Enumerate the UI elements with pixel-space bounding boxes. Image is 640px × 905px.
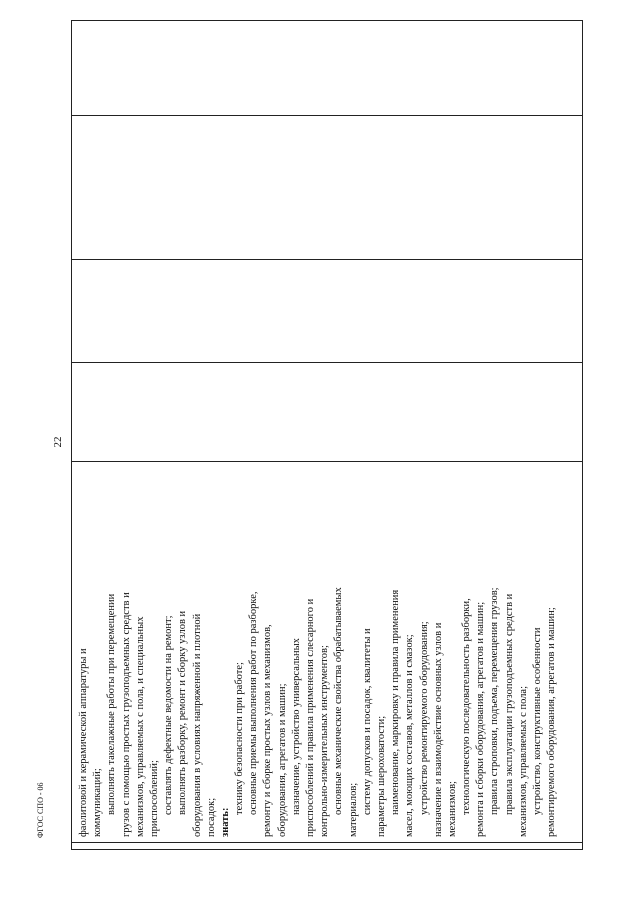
text-line: фаолитовой и керамической аппаратуры и	[78, 648, 89, 837]
footer-label: ФГОС СПО - 06	[36, 782, 45, 838]
competency-table	[71, 20, 583, 850]
text-line: приспособлений и правила применения слесарного и	[305, 598, 316, 837]
text-line: коммуникаций;	[92, 768, 104, 837]
text-line: назначение и взаимодействие основных узлов и	[432, 622, 444, 837]
text-line: наименование, маркировку и правила применения	[390, 589, 402, 815]
text-line: правила эксплуатации грузоподъемных средств и	[503, 593, 515, 815]
text-line: приспособлений;	[148, 760, 160, 837]
table-cell-blank	[72, 842, 582, 849]
text-line: правила строповки, подъема, перемещения грузов;	[489, 587, 501, 815]
text-line: знать:	[219, 807, 231, 837]
text-line: механизмов, управляемых с пола, и специальных	[134, 616, 146, 837]
text-line: механизмов, управляемых с пола;	[517, 685, 529, 837]
text-line: оборудования, агрегатов и машин;	[276, 683, 288, 837]
page-number: 22	[52, 436, 64, 448]
text-line: составлять дефектные ведомости на ремонт;	[163, 615, 175, 815]
table-row	[71, 20, 583, 850]
text-line: ремонту и сборке простых узлов и механизмов,	[262, 624, 274, 837]
text-line: технику безопасности при работе;	[234, 662, 246, 815]
skills-knowledge-cell	[72, 461, 582, 842]
text-line: выполнять разборку, ремонт и сборку узлов и	[177, 610, 189, 815]
table-cell-empty-2	[72, 259, 582, 362]
text-line: основные механические свойства обрабатываемых	[333, 587, 345, 815]
text-line: оборудования в условиях напряженной и плотной	[191, 613, 203, 837]
text-line: систему допусков и посадок, квалитеты и	[361, 628, 373, 815]
text-line: технологическую последовательность разборки,	[461, 598, 473, 815]
text-line: масел, моющих составов, металлов и смазок;	[404, 634, 416, 837]
text-line: посадок;	[205, 797, 217, 837]
table-cell-empty-4	[72, 21, 582, 115]
text-line: параметры шероховатости;	[375, 715, 387, 837]
text-line: основные приемы выполнения работ по разборке,	[248, 591, 260, 815]
text-line: грузов с помощью простых грузоподъемных средств и	[120, 592, 132, 837]
text-line: назначение, устройство универсальных	[290, 638, 302, 815]
text-line: механизмов;	[446, 781, 458, 837]
text-line: ремонта и сборки оборудования, агрегатов и машин;	[475, 601, 487, 837]
text-line: устройство, конструктивные особенности	[532, 627, 543, 815]
text-line: выполнять такелажные работы при перемещении	[106, 593, 118, 815]
text-line: ремонтируемого оборудования, агрегатов и машин;	[546, 607, 558, 837]
table-cell-empty-1	[72, 362, 582, 461]
text-line: контрольно-измерительных инструментов;	[319, 645, 331, 837]
table-cell-empty-3	[72, 115, 582, 259]
text-line: устройство ремонтируемого оборудования;	[418, 621, 430, 815]
text-line: материалов;	[347, 782, 359, 837]
